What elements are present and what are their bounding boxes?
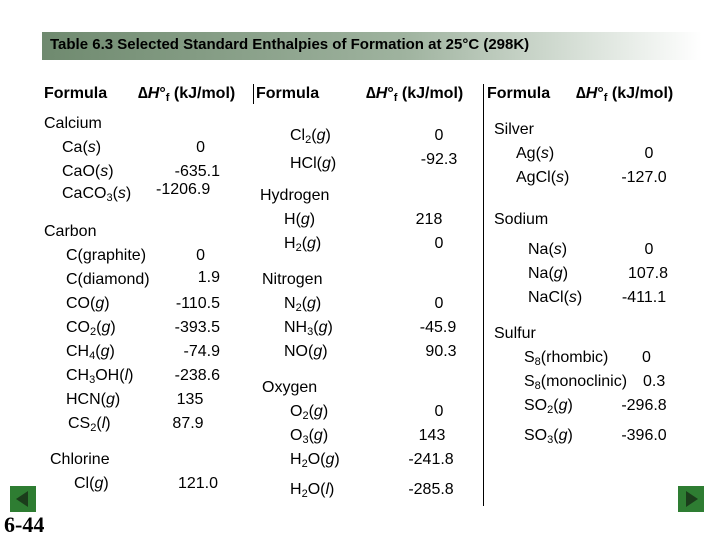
- header-enthalpy-3: $\Delta H^\circ_f$ (kJ/mol): [576, 85, 674, 104]
- group-oxygen: Oxygen: [262, 379, 318, 396]
- group-carbon: Carbon: [44, 223, 97, 240]
- formula-ch3oh: $CH_3OH(l)$: [66, 367, 134, 386]
- value-h2o-liquid: -285.8: [408, 481, 454, 498]
- group-sodium: Sodium: [494, 211, 549, 228]
- next-slide-icon[interactable]: [678, 486, 704, 512]
- formula-o3: $O_3(g)$: [290, 427, 329, 446]
- group-calcium: Calcium: [44, 115, 102, 132]
- header-enthalpy-1: $\Delta H^\circ_f$ (kJ/mol): [138, 85, 236, 104]
- value-h2: 0: [434, 235, 444, 252]
- formula-h: H(g): [284, 211, 316, 228]
- formula-cs2: $CS_2(l)$: [68, 415, 111, 434]
- value-na-gas: 107.8: [627, 265, 669, 282]
- value-o3: 143: [418, 427, 446, 444]
- title-bar: [42, 32, 702, 60]
- value-s8-monoclinic: 0.3: [643, 373, 666, 390]
- value-na-solid: 0: [644, 241, 654, 258]
- value-diamond: 1.9: [197, 269, 220, 286]
- value-ca: 0: [196, 139, 205, 156]
- formula-h2: $H_2(g)$: [284, 235, 322, 254]
- header-formula-1: Formula: [44, 85, 108, 102]
- value-n2: 0: [434, 295, 444, 312]
- value-s8-rhombic: 0: [642, 349, 651, 366]
- formula-s8-rhombic: $S_8(rhombic)$: [524, 349, 609, 368]
- formula-h2o-gas: $H_2O(g)$: [290, 451, 340, 470]
- formula-co: CO(g): [66, 295, 110, 312]
- formula-cao: CaO(s): [62, 163, 114, 180]
- column-divider-2: [483, 84, 484, 506]
- value-cl2: 0: [434, 127, 444, 144]
- group-sulfur: Sulfur: [494, 325, 536, 342]
- formula-so2: $SO_2(g)$: [524, 397, 573, 416]
- value-co: -110.5: [175, 295, 220, 312]
- value-nh3: -45.9: [419, 319, 457, 336]
- formula-co2: $CO_2(g)$: [66, 319, 116, 338]
- group-nitrogen: Nitrogen: [262, 271, 323, 288]
- formula-so3: $SO_3(g)$: [524, 427, 573, 446]
- page-number: 6-44: [4, 512, 45, 537]
- value-co2: -393.5: [174, 319, 220, 336]
- formula-n2: $N_2(g)$: [284, 295, 322, 314]
- value-ch4: -74.9: [183, 343, 220, 360]
- formula-hcl: HCl(g): [290, 155, 337, 172]
- formula-na-solid: Na(s): [528, 241, 568, 258]
- formula-h2o-liquid: $H_2O(l)$: [290, 481, 335, 500]
- value-nacl: -411.1: [621, 289, 667, 306]
- formula-nacl: NaCl(s): [528, 289, 583, 306]
- value-o2: 0: [434, 403, 444, 420]
- group-hydrogen: Hydrogen: [260, 187, 330, 204]
- value-ch3oh: -238.6: [174, 367, 220, 384]
- formula-o2: $O_2(g)$: [290, 403, 329, 422]
- header-formula-2: Formula: [256, 85, 320, 102]
- value-ag: 0: [644, 145, 654, 162]
- header-formula-3: Formula: [487, 85, 551, 102]
- table-title: Table 6.3 Selected Standard Enthalpies of Formation at 25°C (298K): [50, 36, 530, 53]
- formula-cl: Cl(g): [74, 475, 109, 492]
- value-caco3: -1206.9: [156, 181, 211, 198]
- formula-cl2: $Cl_2(g)$: [290, 127, 331, 146]
- value-no: 90.3: [425, 343, 457, 360]
- value-h2o-gas: -241.8: [408, 451, 454, 468]
- formula-hcn: HCN(g): [66, 391, 121, 408]
- formula-na-gas: Na(g): [528, 265, 569, 282]
- value-hcn: 135: [176, 391, 204, 408]
- value-agcl: -127.0: [621, 169, 667, 186]
- formula-graphite: C(graphite): [66, 247, 147, 264]
- formula-ch4: $CH_4(g)$: [66, 343, 115, 362]
- group-silver: Silver: [494, 121, 535, 138]
- formula-no: NO(g): [284, 343, 328, 360]
- value-cl: 121.0: [177, 475, 219, 492]
- formula-caco3: CaCO$_3$(s): [62, 185, 132, 204]
- formula-diamond: C(diamond): [66, 271, 150, 288]
- header-enthalpy-2: $\Delta H^\circ_f$ (kJ/mol): [366, 85, 464, 104]
- value-cs2: 87.9: [172, 415, 204, 432]
- column-divider-1: [253, 84, 254, 104]
- formula-agcl: AgCl(s): [516, 169, 570, 186]
- value-so3: -396.0: [621, 427, 667, 444]
- value-cao: -635.1: [174, 163, 220, 180]
- prev-slide-icon[interactable]: [10, 486, 36, 512]
- value-hcl: -92.3: [420, 151, 458, 168]
- value-graphite: 0: [196, 247, 205, 264]
- formula-s8-monoclinic: $S_8(monoclinic)$: [524, 373, 628, 392]
- value-h: 218: [415, 211, 443, 228]
- formula-ag: Ag(s): [516, 145, 555, 162]
- formula-ca: Ca(s): [62, 139, 102, 156]
- value-so2: -296.8: [621, 397, 667, 414]
- formula-nh3: $NH_3(g)$: [284, 319, 333, 338]
- group-chlorine: Chlorine: [50, 451, 110, 468]
